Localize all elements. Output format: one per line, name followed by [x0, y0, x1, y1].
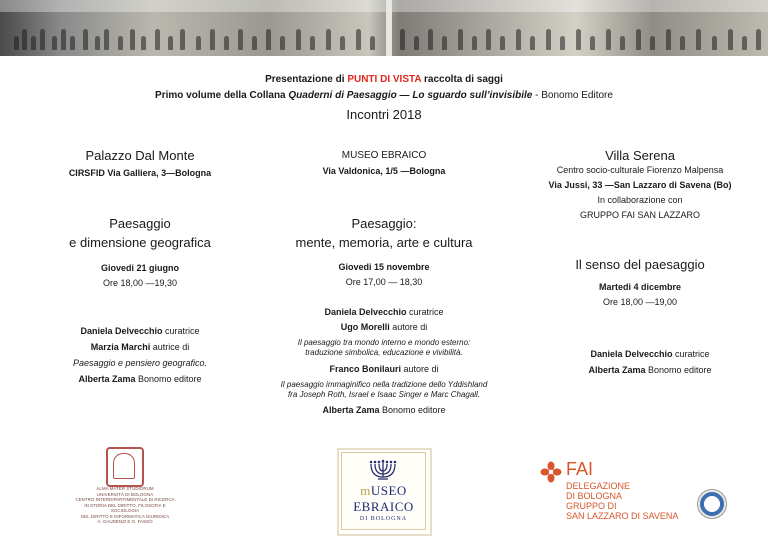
university-seal-logo [106, 447, 144, 487]
venue-address: Via Jussi, 33 —San Lazzaro di Savena (Bo) [548, 180, 732, 190]
banner-figure [266, 29, 271, 50]
banner-figure [52, 36, 57, 50]
venue-subname: Centro socio-culturale Fiorenzo Malpensa [556, 165, 724, 175]
banner-figure [61, 29, 66, 50]
banner-figure [728, 29, 733, 50]
series-separator: - [532, 90, 542, 101]
banner-figure [472, 36, 477, 50]
topic-line-1: Paesaggio [109, 216, 171, 231]
speaker-role: Bonomo editore [379, 405, 446, 415]
banner-figure [400, 29, 405, 50]
speaker-line [279, 364, 489, 375]
event-3-speakers [530, 346, 768, 378]
caption-line: DEL DIRITTO E INFORMATICA GIURIDICA [80, 513, 170, 519]
topic-line-1: Paesaggio: [351, 216, 417, 231]
speaker-line [530, 346, 768, 362]
speaker-role: curatrice [672, 349, 710, 359]
speaker-line [20, 323, 260, 339]
venue-address: CIRSFID Via Galliera, 3—Bologna [68, 168, 212, 178]
event-3-schedule [520, 282, 760, 307]
banner-figure [590, 36, 595, 50]
banner-figure [370, 36, 375, 50]
seal-emblem [113, 453, 135, 479]
event-column-1 [20, 148, 260, 178]
museo-m: m [360, 483, 371, 498]
event-date: Giovedi 15 novembre [338, 262, 430, 272]
caption-line: A. GAUDENZI E G. FASSÒ [97, 519, 153, 524]
fai-logo-name: FAI [566, 459, 594, 479]
banner-figure [155, 29, 160, 50]
banner-figure [168, 36, 173, 50]
collaboration-org: GRUPPO FAI SAN LAZZARO [579, 210, 701, 220]
banner-figure [104, 29, 109, 50]
speaker-role: autrice di [150, 342, 190, 352]
venue-name: Palazzo Dal Monte [85, 148, 195, 163]
menorah-icon [368, 458, 398, 480]
speaker-line [279, 405, 489, 416]
museo-rest: USEO [370, 483, 407, 498]
banner-figure [95, 36, 100, 50]
banner-figure [666, 29, 671, 50]
museo-line-1 [342, 483, 425, 499]
speaker-name: Daniela Delvecchio [80, 326, 163, 336]
speaker-name: Franco Bonilauri [329, 364, 401, 374]
publisher: Bonomo Editore [541, 90, 613, 101]
fai-line: DI BOLOGNA [566, 491, 623, 501]
banner-figure [238, 29, 243, 50]
banner-figure [296, 29, 301, 50]
event-column-3 [520, 148, 760, 223]
event-time: Ore 18,00 —19,00 [602, 297, 678, 307]
work-title: Il paesaggio immaginifico nella tradizione dello Yddishland fra Joseph Roth, Israel e Isaac Singer e Marc Chagall. [280, 380, 488, 399]
speaker-role: curatrice [162, 326, 200, 336]
banner-figure [340, 36, 345, 50]
menorah-icon-graphic [368, 458, 398, 480]
banner-figure [224, 36, 229, 50]
event-1-speakers [20, 323, 260, 387]
banner-figure [180, 29, 185, 50]
museo-line-2: EBRAICO [353, 499, 414, 514]
banner-figure [280, 36, 285, 50]
header-suffix: raccolta di saggi [421, 74, 503, 85]
caption-line: UNIVERSITÀ DI BOLOGNA [96, 491, 154, 497]
meetings-title: Incontri 2018 [346, 107, 422, 122]
series-prefix: Primo volume della Collana [155, 90, 289, 101]
speaker-name: Daniela Delvecchio [590, 349, 673, 359]
collaboration-label: In collaborazione con [597, 195, 683, 205]
book-title: PUNTI DI VISTA [347, 74, 422, 85]
banner-figure [516, 29, 521, 50]
circular-badge-logo [697, 489, 727, 519]
banner-figure [252, 36, 257, 50]
caption-line: ALMA MATER STUDIORUM [96, 486, 154, 491]
banner-figure [712, 36, 717, 50]
banner-figure [680, 36, 685, 50]
invitation-header [0, 74, 768, 122]
fai-line: GRUPPO DI [566, 501, 617, 511]
work-title: Il paesaggio tra mondo interno e mondo esterno: traduzione simbolica, educazione e vivibilità. [297, 338, 471, 357]
fai-line: DELEGAZIONE [566, 481, 631, 491]
banner-figure [14, 36, 19, 50]
speaker-line [279, 322, 489, 333]
banner-figure [196, 36, 201, 50]
fai-delegation-text [566, 481, 678, 521]
speaker-role: Bonomo editore [645, 365, 712, 375]
fai-line: SAN LAZZARO DI SAVENA [566, 511, 679, 521]
banner-figure [210, 29, 215, 50]
banner-figure [458, 29, 463, 50]
speaker-name: Alberta Zama [588, 365, 646, 375]
speaker-name: Ugo Morelli [340, 322, 390, 332]
work-title: Paesaggio e pensiero geografico. [72, 358, 208, 368]
speaker-line [279, 307, 489, 318]
speaker-role: Bonomo editore [135, 374, 202, 384]
event-column-2 [264, 150, 504, 176]
banner-figure [414, 36, 419, 50]
event-2-speakers [279, 307, 489, 416]
banner-figure [530, 36, 535, 50]
banner-figure [40, 29, 45, 50]
university-caption [70, 486, 180, 525]
banner-figure [636, 29, 641, 50]
banner-figure [756, 29, 761, 50]
banner-figure [118, 36, 123, 50]
topic-line-1: Il senso del paesaggio [575, 257, 705, 272]
banner-figure [500, 36, 505, 50]
banner-figure [70, 36, 75, 50]
museo-line-3: DI BOLOGNA [359, 516, 408, 522]
banner-figure [22, 29, 27, 50]
banner-figure [130, 29, 135, 50]
event-2-schedule [264, 262, 504, 287]
event-time: Ore 17,00 — 18,30 [345, 277, 423, 287]
event-time: Ore 18,00 —19,30 [102, 278, 178, 288]
banner-figure [546, 29, 551, 50]
venue-address: Via Valdonica, 1/5 —Bologna [322, 166, 446, 176]
event-1-schedule [20, 263, 260, 288]
speaker-name: Alberta Zama [322, 405, 380, 415]
banner-figure [742, 36, 747, 50]
event-2-topic [264, 214, 504, 252]
series-title: Quaderni di Paesaggio — Lo sguardo sull’invisibile [288, 90, 533, 101]
event-3-topic [520, 255, 760, 274]
banner-figure [486, 29, 491, 50]
event-date: Martedi 4 dicembre [598, 282, 682, 292]
speaker-name: Daniela Delvecchio [324, 307, 407, 317]
banner-seam [386, 0, 392, 56]
banner-figure [310, 36, 315, 50]
banner-figure [326, 29, 331, 50]
header-photo-banner [0, 0, 768, 56]
banner-figure [141, 36, 146, 50]
banner-figure [650, 36, 655, 50]
speaker-line [20, 371, 260, 387]
topic-line-2: e dimensione geografica [69, 235, 211, 250]
museo-ebraico-logo [341, 452, 426, 530]
fai-flower-icon [540, 461, 562, 483]
topic-line-2: mente, memoria, arte e cultura [295, 235, 473, 250]
banner-figure [576, 29, 581, 50]
banner-figure [606, 29, 611, 50]
header-line-2 [0, 90, 768, 101]
event-1-topic [20, 214, 260, 252]
venue-name: Villa Serena [605, 148, 675, 163]
event-date: Giovedi 21 giugno [100, 263, 179, 273]
banner-figure [83, 29, 88, 50]
banner-figure [560, 36, 565, 50]
banner-sky [0, 0, 768, 12]
header-line-1 [0, 74, 768, 85]
speaker-line [530, 362, 768, 378]
caption-line: IN STORIA DEL DIRITTO, FILOSOFIA E SOCIOLOGIA [84, 502, 166, 513]
venue-name: MUSEO EBRAICO [341, 150, 427, 161]
banner-figure [428, 29, 433, 50]
speaker-role: autore di [400, 364, 439, 374]
caption-line: CENTRO INTERDIPARTIMENTALE DI RICERCA [75, 497, 175, 502]
banner-figure [31, 36, 36, 50]
banner-figure [442, 36, 447, 50]
speaker-role: curatrice [406, 307, 444, 317]
banner-figure [696, 29, 701, 50]
banner-figure [620, 36, 625, 50]
speaker-role: autore di [389, 322, 428, 332]
header-prefix: Presentazione di [265, 74, 348, 85]
speaker-name: Marzia Marchi [90, 342, 151, 352]
speaker-line [20, 339, 260, 355]
banner-figure [356, 29, 361, 50]
speaker-name: Alberta Zama [78, 374, 136, 384]
